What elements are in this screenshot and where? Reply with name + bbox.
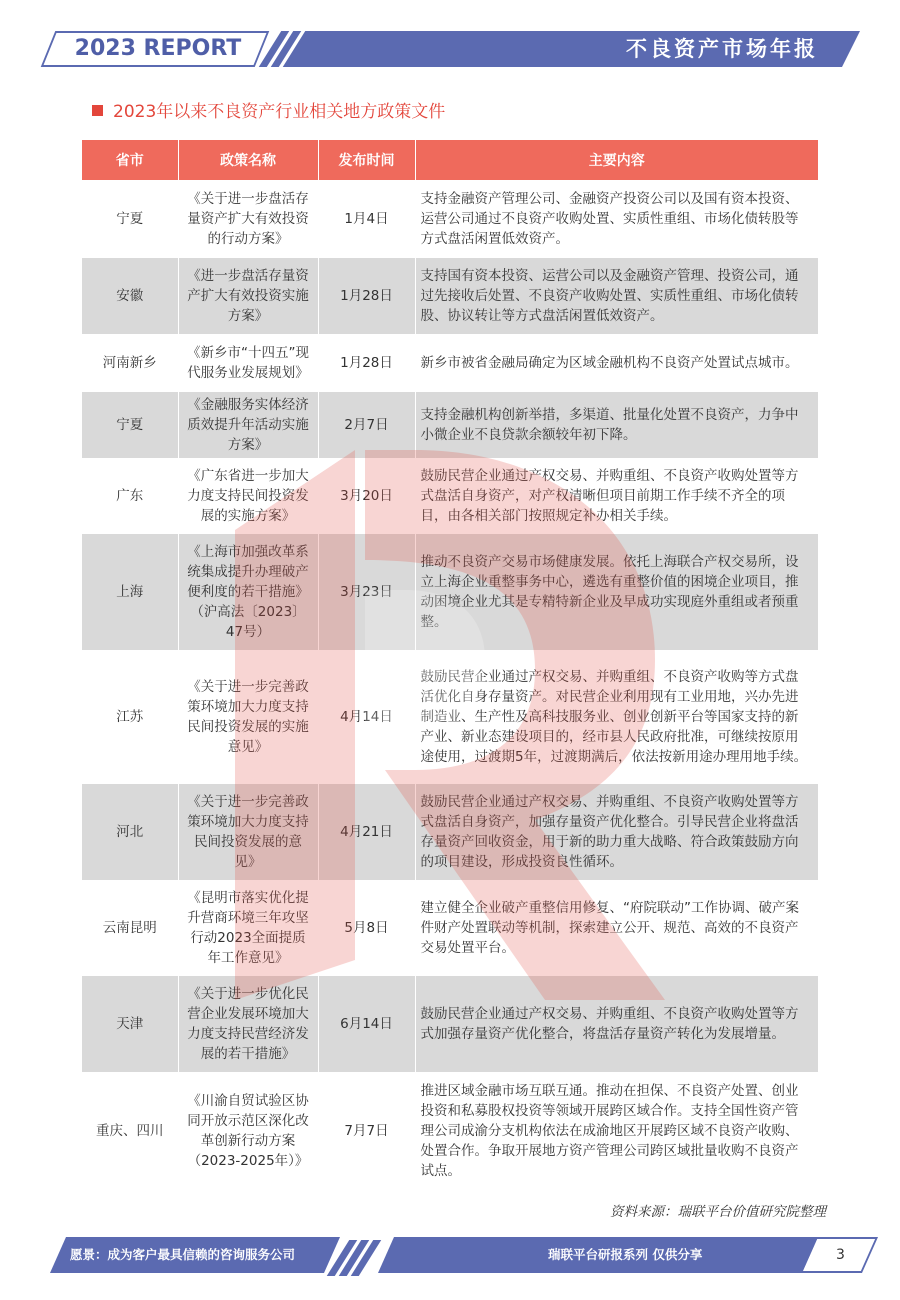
province-cell: 宁夏 (82, 180, 178, 258)
report-header (0, 28, 900, 70)
date-cell: 5月8日 (318, 880, 415, 976)
content-cell: 鼓励民营企业通过产权交易、并购重组、不良资产收购处置等方式盘活自身资产，加强存量资产优化整合。引导民营企业将盘活存量资产回收资金，用于新的助力重大战略、符合政策鼓励方向的项目建设，形成投资良性循环。 (415, 784, 818, 880)
policy-name-cell: 《关于进一步完善政策环境加大力度支持民间投资发展的意见》 (178, 784, 318, 880)
source-note: 资料来源：瑞联平台价值研究院整理 (610, 1204, 826, 1220)
policy-name-cell: 《金融服务实体经济质效提升年活动实施方案》 (178, 392, 318, 458)
date-cell: 4月21日 (318, 784, 415, 880)
policy-name-cell: 《川渝自贸试验区协同开放示范区深化改革创新行动方案（2023-2025年）》 (178, 1072, 318, 1190)
square-bullet-icon (92, 105, 103, 116)
table-row (82, 458, 818, 534)
policy-name-cell: 《昆明市落实优化提升营商环境三年攻坚行动2023全面提质年工作意见》 (178, 880, 318, 976)
province-cell: 江苏 (82, 650, 178, 784)
province-cell: 河南新乡 (82, 334, 178, 392)
table-row (82, 258, 818, 334)
footer-slogan: 愿景：成为客户最具信赖的咨询服务公司 (70, 1247, 296, 1262)
table-row (82, 1072, 818, 1190)
date-cell: 7月7日 (318, 1072, 415, 1190)
table-row (82, 880, 818, 976)
date-cell: 1月28日 (318, 334, 415, 392)
province-cell: 重庆、四川 (82, 1072, 178, 1190)
policy-name-cell: 《广东省进一步加大力度支持民间投资发展的实施方案》 (178, 458, 318, 534)
date-cell: 3月23日 (318, 534, 415, 650)
content-cell: 支持金融资产管理公司、金融资产投资公司以及国有资本投资、运营公司通过不良资产收购处置、实质性重组、市场化债转股等方式盘活闲置低效资产。 (415, 180, 818, 258)
table-row (82, 180, 818, 258)
content-cell: 推动不良资产交易市场健康发展。依托上海联合产权交易所，设立上海企业重整事务中心，遴选有重整价值的困境企业项目，推动困境企业尤其是专精特新企业及早成功实现庭外重组或者预重整。 (415, 534, 818, 650)
date-cell: 1月28日 (318, 258, 415, 334)
policy-name-cell: 《关于进一步盘活存量资产扩大有效投资的行动方案》 (178, 180, 318, 258)
province-cell: 天津 (82, 976, 178, 1072)
table-row (82, 534, 818, 650)
content-cell: 支持国有资本投资、运营公司以及金融资产管理、投资公司，通过先接收后处置、不良资产收购处置、实质性重组、市场化债转股、协议转让等方式盘活闲置低效资产。 (415, 258, 818, 334)
table-row (82, 392, 818, 458)
table-header-row (82, 140, 818, 180)
report-label: 2023 REPORT (74, 36, 242, 61)
policy-name-cell: 《关于进一步完善政策环境加大力度支持民间投资发展的实施意见》 (178, 650, 318, 784)
policy-name-cell: 《关于进一步优化民营企业发展环境加大力度支持民营经济发展的若干措施》 (178, 976, 318, 1072)
report-title: 不良资产市场年报 (626, 37, 818, 61)
province-cell: 广东 (82, 458, 178, 534)
page-number: 3 (836, 1247, 845, 1263)
section-title (92, 100, 445, 124)
table-row (82, 976, 818, 1072)
date-cell: 4月14日 (318, 650, 415, 784)
column-header: 政策名称 (178, 140, 318, 180)
policy-name-cell: 《上海市加强改革系统集成提升办理破产便利度的若干措施》（沪高法〔2023〕47号） (178, 534, 318, 650)
province-cell: 宁夏 (82, 392, 178, 458)
content-cell: 支持金融机构创新举措，多渠道、批量化处置不良资产，力争中小微企业不良贷款余额较年初下降。 (415, 392, 818, 458)
date-cell: 2月7日 (318, 392, 415, 458)
table-row (82, 784, 818, 880)
table-row (82, 650, 818, 784)
content-cell: 建立健全企业破产重整信用修复、“府院联动”工作协调、破产案件财产处置联动等机制，探索建立公开、规范、高效的不良资产交易处置平台。 (415, 880, 818, 976)
date-cell: 3月20日 (318, 458, 415, 534)
content-cell: 鼓励民营企业通过产权交易、并购重组、不良资产收购处置等方式加强存量资产优化整合，将盘活存量资产转化为发展增量。 (415, 976, 818, 1072)
column-header: 发布时间 (318, 140, 415, 180)
column-header: 主要内容 (415, 140, 818, 180)
policy-table (82, 140, 818, 1190)
policy-name-cell: 《新乡市“十四五”现代服务业发展规划》 (178, 334, 318, 392)
column-header: 省市 (82, 140, 178, 180)
content-cell: 鼓励民营企业通过产权交易、并购重组、不良资产收购等方式盘活优化自身存量资产。对民营企业利用现有工业用地，兴办先进制造业、生产性及高科技服务业、创业创新平台等国家支持的新产业、新业态建设项目的，经市县人民政府批准，可继续按原用途使用，过渡期5年，过渡期满后，依法按新用途办理用地手续。 (415, 650, 818, 784)
header-stripes (262, 31, 322, 67)
section-title-text: 2023年以来不良资产行业相关地方政策文件 (113, 102, 446, 122)
date-cell: 1月4日 (318, 180, 415, 258)
province-cell: 上海 (82, 534, 178, 650)
report-footer (0, 1237, 900, 1273)
policy-name-cell: 《进一步盘活存量资产扩大有效投资实施方案》 (178, 258, 318, 334)
province-cell: 云南昆明 (82, 880, 178, 976)
province-cell: 河北 (82, 784, 178, 880)
province-cell: 安徽 (82, 258, 178, 334)
table-row (82, 334, 818, 392)
date-cell: 6月14日 (318, 976, 415, 1072)
content-cell: 新乡市被省金融局确定为区域金融机构不良资产处置试点城市。 (415, 334, 818, 392)
footer-series: 瑞联平台研报系列 仅供分享 (548, 1247, 703, 1262)
content-cell: 鼓励民营企业通过产权交易、并购重组、不良资产收购处置等方式盘活自身资产，对产权清晰但项目前期工作手续不齐全的项目，由各相关部门按照规定补办相关手续。 (415, 458, 818, 534)
content-cell: 推进区域金融市场互联互通。推动在担保、不良资产处置、创业投资和私募股权投资等领域开展跨区域合作。支持全国性资产管理公司成渝分支机构依法在成渝地区开展跨区域不良资产收购、处置合作。争取开展地方资产管理公司跨区域批量收购不良资产试点。 (415, 1072, 818, 1190)
